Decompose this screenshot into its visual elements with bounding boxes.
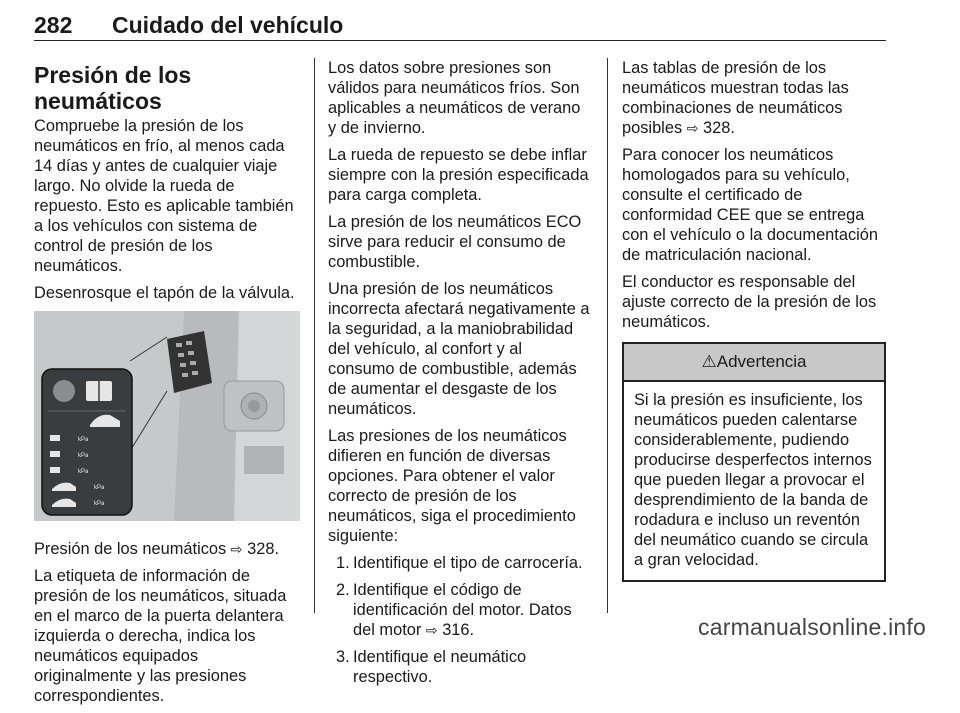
arrow-ref-icon: ⇨ [230, 541, 243, 557]
paragraph: La presión de los neumáticos ECO sirve para reducir el consumo de combustible. [328, 213, 582, 271]
arrow-ref-icon: ⇨ [425, 622, 438, 638]
arrow-ref-icon: ⇨ [686, 120, 699, 136]
door-frame-illustration [34, 311, 300, 521]
kpa-label: kPa [78, 469, 89, 475]
paragraph: Una presión de los neumáticos incorrecta afectará negativamente a la seguridad, a la maniobrabilidad del vehículo, al confort y al consumo de combustible, además de aumentar el desgaste de los neumáticos. [328, 280, 590, 418]
paragraph: Desenrosque el tapón de la válvula. [34, 284, 295, 302]
section-title: Presión de los neumáticos [34, 62, 192, 114]
procedure-list [328, 553, 592, 687]
kpa-label: kPa [94, 501, 105, 507]
warning-header [624, 344, 884, 382]
figure-caption: Presión de los neumáticos ⇨ 328. [34, 540, 279, 558]
list-item: 2. Identifique el código de identificación del motor. Datos del motor ⇨ 316. [336, 581, 572, 639]
paragraph: El conductor es responsable del ajuste correcto de la presión de los neumáticos. [622, 273, 877, 331]
list-item: 1. Identifique el tipo de carrocería. [336, 554, 583, 572]
column-1 [34, 64, 300, 713]
column-2 [328, 58, 592, 694]
kpa-label: kPa [78, 453, 89, 459]
paragraph: La etiqueta de información de presión de los neumáticos, situada en el marco de la puerta delantera izquierda o derecha, indica los neumáticos equipados originalmente y las presiones correspondientes. [34, 567, 287, 705]
paragraph: La rueda de repuesto se debe inflar siempre con la presión especificada para carga completa. [328, 146, 589, 204]
chapter-title: Cuidado del vehículo [112, 12, 344, 38]
paragraph: Las presiones de los neumáticos difieren en función de diversas opciones. Para obtener el valor correcto de presión de los neumáticos, siga el procedimiento siguiente: [328, 427, 576, 545]
kpa-label: kPa [94, 485, 105, 491]
kpa-label: kPa [78, 437, 89, 443]
warning-title: Advertencia [716, 352, 807, 371]
paragraph: Las tablas de presión de los neumáticos muestran todas las combinaciones de neumáticos posibles ⇨ 328. [622, 59, 849, 137]
paragraph: Los datos sobre presiones son válidos para neumáticos fríos. Son aplicables a neumáticos de verano y de invierno. [328, 59, 581, 137]
watermark: carmanualsonline.info [698, 614, 926, 640]
warning-box [622, 342, 886, 582]
list-item: 3. Identifique el neumático respectivo. [336, 648, 527, 686]
paragraph: Para conocer los neumáticos homologados para su vehículo, consulte el certificado de conformidad CEE que se entrega con el vehículo o la documentación de matriculación nacional. [622, 146, 879, 264]
column-divider [607, 58, 608, 613]
warning-triangle-icon: ⚠ [701, 352, 717, 371]
column-3 [622, 58, 886, 582]
column-divider [314, 58, 315, 613]
warning-text: Si la presión es insuficiente, los neumáticos pueden calentarse considerablemente, pudiendo producirse desperfectos internos que pueden llegar a provocar el desprendimiento de la banda de rodadura e incluso un reventón del neumático cuando se circula a gran velocidad. [634, 391, 872, 569]
paragraph: Compruebe la presión de los neumáticos en frío, al menos cada 14 días y antes de cualquier viaje largo. No olvide la rueda de repuesto. Esto es aplicable también a los vehículos con sistema de control de presión de los neumáticos. [34, 117, 294, 275]
page-number: 282 [34, 12, 73, 38]
tire-pressure-label-figure [34, 311, 300, 521]
page-header [34, 10, 886, 41]
